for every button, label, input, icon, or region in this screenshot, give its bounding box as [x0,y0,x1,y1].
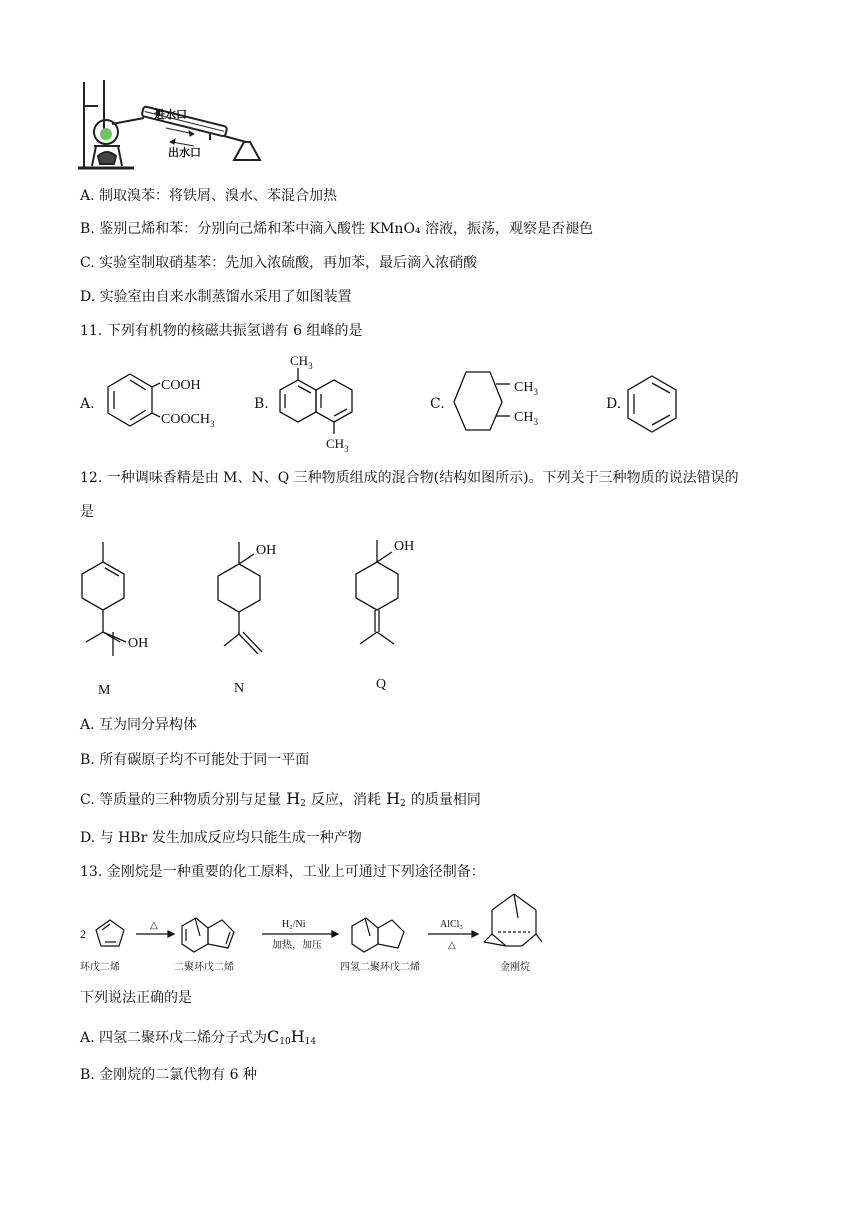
outlet-label: 出水口 [168,147,201,159]
inlet-label: 进水口 [154,109,187,121]
n-oh: OH [256,543,277,558]
q12-structure-n [214,536,304,702]
name-cyclopentadiene: 环戊二烯 [80,962,120,973]
name-tetrahydro-dicyclopentadiene: 四氢二聚环戊二烯 [340,962,420,973]
c-bottom-methyl: $CH_3$ [514,410,538,427]
q11-label-a: A. [80,396,95,412]
name-adamantane: 金刚烷 [500,962,530,973]
arrow3-top-condition: AlCl₃ [440,919,463,930]
q12-option-c: C. 等质量的三种物质分别与足量 $H_2$ 反应，消耗 $H_2$ 的质量相同 [80,789,481,809]
q12-structure-m [78,536,168,702]
q13-prompt: 下列说法正确的是 [80,990,192,1006]
q12-stem-line2: 是 [80,504,94,520]
q11-label-b: B. [254,396,269,412]
q12-stem-line1: 12. 一种调味香精是由 M、N、Q 三种物质组成的混合物(结构如图所示)。下列关于三种物质的说法错误的 [80,470,739,486]
q13-stem: 13. 金刚烷是一种重要的化工原料，工业上可通过下列途径制备： [80,864,485,880]
arrow2-top-condition: H₂/Ni [282,919,306,930]
q11-stem: 11. 下列有机物的核磁共振氢谱有 6 组峰的是 [80,323,363,339]
arrow1-condition: △ [150,920,158,931]
n-label: N [234,681,245,696]
name-dicyclopentadiene: 二聚环戊二烯 [174,962,234,973]
q12-option-d: D. 与 HBr 发生加成反应均只能生成一种产物 [80,830,362,846]
q12-structure-q [352,532,442,698]
a-top-group: COOH [161,378,201,393]
scheme-coefficient: 2 [80,927,86,941]
q10-option-d: D. 实验室由自来水制蒸馏水采用了如图装置 [80,289,352,305]
q11-label-c: C. [430,396,445,412]
q12-option-b: B. 所有碳原子均不可能处于同一平面 [80,752,310,768]
q12-option-a: A. 互为同分异构体 [80,717,198,733]
arrow3-bottom-condition: △ [448,940,456,951]
q13-reaction-scheme [78,888,538,980]
q11-structure-a [98,370,238,434]
a-bottom-group: $COOCH_3$ [161,412,215,429]
q10-option-c: C. 实验室制取硝基苯：先加入浓硫酸，再加苯，最后滴入浓硝酸 [80,255,478,271]
distillation-apparatus-figure [74,76,284,172]
q10-option-b: B. 鉴别己烯和苯：分别向己烯和苯中滴入酸性 KMnO₄ 溶液，振荡，观察是否褪色 [80,221,593,237]
q13-option-b: B. 金刚烷的二氯代物有 6 种 [80,1067,257,1083]
q13-option-a: A. 四氢二聚环戊二烯分子式为$C_{10}H_{14}$ [80,1027,317,1047]
m-label: M [98,683,111,698]
q11-structure-c [446,368,566,434]
q-label: Q [376,677,387,692]
q11-label-d: D. [606,396,622,412]
arrow2-bottom-condition: 加热，加压 [272,940,322,951]
q10-option-a: A. 制取溴苯：将铁屑、溴水、苯混合加热 [80,188,338,204]
q11-structure-b [270,348,370,458]
b-bottom-methyl: $CH_3$ [326,436,349,454]
b-top-methyl: $CH_3$ [290,353,313,371]
c-top-methyl: $CH_3$ [514,380,538,397]
q11-structure-d-benzene [624,374,680,434]
q-oh: OH [394,539,415,554]
m-oh: OH [128,636,149,651]
